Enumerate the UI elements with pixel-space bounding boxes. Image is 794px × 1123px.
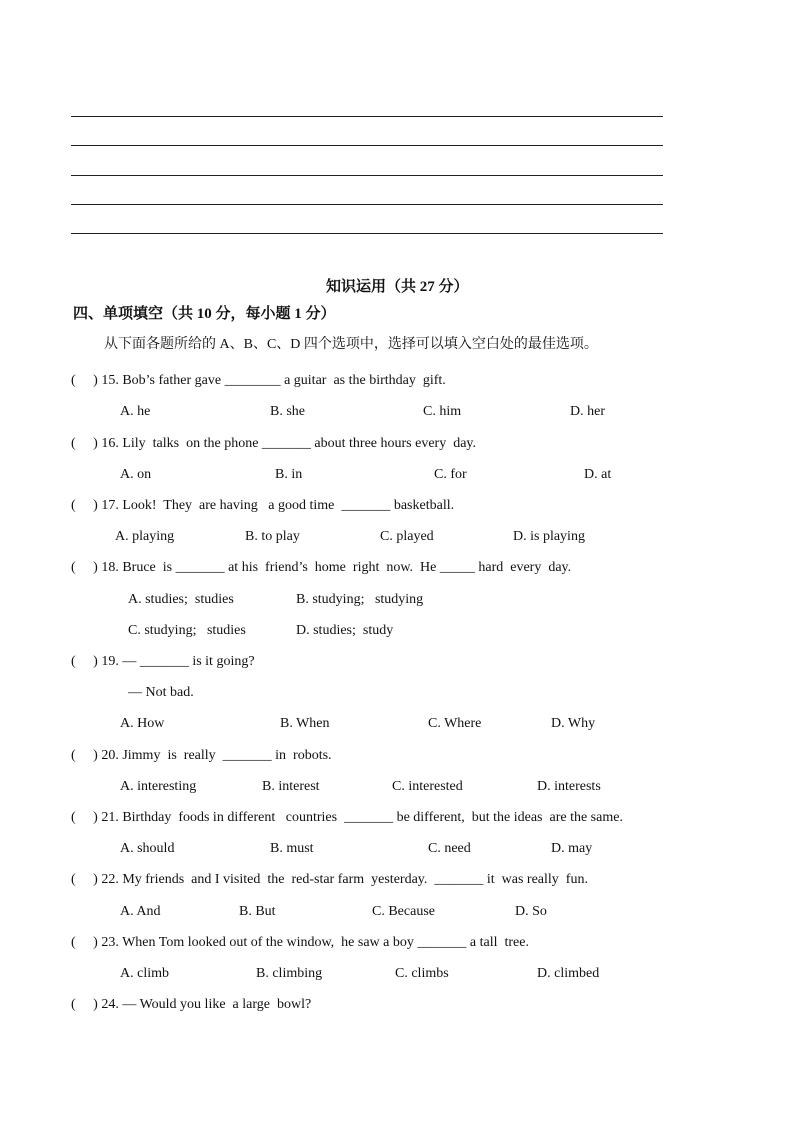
- dialogue-reply: — Not bad.: [128, 685, 194, 700]
- option: D. Why: [551, 716, 596, 731]
- option: D. interests: [537, 779, 601, 794]
- answer-line: [71, 175, 663, 176]
- option: D. studies; study: [296, 623, 394, 638]
- question-stem: ( ) 22. My friends and I visited the red-star farm yesterday. _______ it was really fun.: [71, 872, 588, 887]
- option: A. studies; studies: [128, 592, 234, 607]
- option: B. interest: [262, 779, 320, 794]
- option: A. interesting: [120, 779, 197, 794]
- option: C. Where: [428, 716, 482, 731]
- option: B. climbing: [256, 966, 323, 981]
- question-stem: ( ) 18. Bruce is _______ at his friend’s home right now. He _____ hard every day.: [71, 560, 572, 575]
- question-stem: ( ) 15. Bob’s father gave ________ a guitar as the birthday gift.: [71, 373, 446, 388]
- question-stem: ( ) 24. — Would you like a large bowl?: [71, 997, 312, 1012]
- question-stem: ( ) 23. When Tom looked out of the window, he saw a boy _______ a tall tree.: [71, 935, 529, 950]
- option: C. played: [380, 529, 434, 544]
- option: A. climb: [120, 966, 169, 981]
- part-heading: 四、单项填空（共 10 分，每小题 1 分）: [73, 306, 336, 322]
- question-stem: ( ) 16. Lily talks on the phone _______ about three hours every day.: [71, 436, 477, 451]
- option: C. Because: [372, 904, 435, 919]
- option: C. studying; studies: [128, 623, 246, 638]
- option: D. her: [570, 404, 605, 419]
- instruction: 从下面各题所给的 A、B、C、D 四个选项中，选择可以填入空白处的最佳选项。: [104, 337, 598, 352]
- option: B. to play: [245, 529, 300, 544]
- option: A. on: [120, 467, 152, 482]
- option: D. is playing: [513, 529, 585, 544]
- option: B. she: [270, 404, 305, 419]
- answer-line: [71, 204, 663, 205]
- option: C. climbs: [395, 966, 449, 981]
- option: C. interested: [392, 779, 463, 794]
- answer-line: [71, 116, 663, 117]
- option: B. in: [275, 467, 303, 482]
- option: A. How: [120, 716, 165, 731]
- question-stem: ( ) 17. Look! They are having a good time _______ basketball.: [71, 498, 455, 513]
- option: C. him: [423, 404, 462, 419]
- question-stem: ( ) 20. Jimmy is really _______ in robots.: [71, 748, 332, 763]
- option: A. playing: [115, 529, 175, 544]
- option: D. climbed: [537, 966, 600, 981]
- question-stem: ( ) 19. — _______ is it going?: [71, 654, 255, 669]
- option: B. But: [239, 904, 276, 919]
- option: B. When: [280, 716, 330, 731]
- option: D. So: [515, 904, 547, 919]
- answer-line: [71, 145, 663, 146]
- option: C. for: [434, 467, 467, 482]
- option: A. he: [120, 404, 151, 419]
- answer-line: [71, 233, 663, 234]
- option: D. at: [584, 467, 612, 482]
- option: C. need: [428, 841, 471, 856]
- option: A. should: [120, 841, 175, 856]
- option: B. must: [270, 841, 314, 856]
- question-stem: ( ) 21. Birthday foods in different countries _______ be different, but the ideas are the same.: [71, 810, 623, 825]
- option: B. studying; studying: [296, 592, 424, 607]
- option: A. And: [120, 904, 161, 919]
- section-title: 知识运用（共 27 分）: [326, 279, 469, 295]
- option: D. may: [551, 841, 593, 856]
